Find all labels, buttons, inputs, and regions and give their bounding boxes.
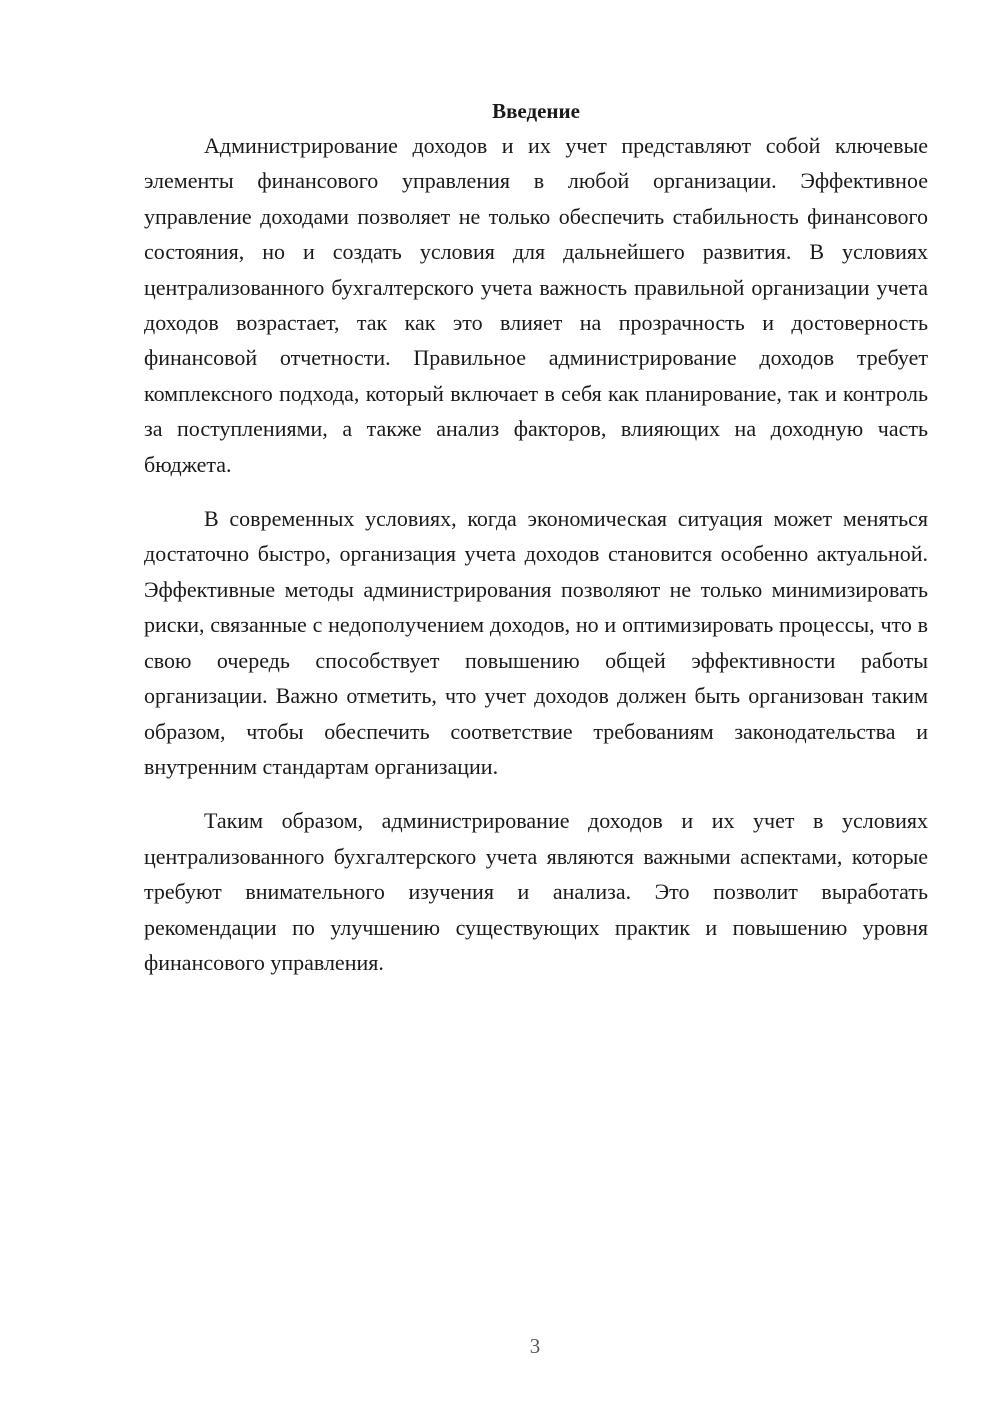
paragraph-1: Администрирование доходов и их учет представляют собой ключевые элементы финансового управления в любой организации. Эффективное управление доходами позволяет не только обеспечить стабильность финансового состояния, но и создать условия для дальнейшего развития. В условиях централизованного бухгалтерского учета важность правильной организации учета доходов возрастает, так как это влияет на прозрачность и достоверность финансовой отчетности. Правильное администрирование доходов требует комплексного подхода, который включает в себя как планирование, так и контроль за поступлениями, а также анализ факторов, влияющих на доходную часть бюджета.: [144, 133, 928, 477]
paragraph-3: Таким образом, администрирование доходов и их учет в условиях централизованного бухгалтерского учета являются важными аспектами, которые требуют внимательного изучения и анализа. Это позволит выработать рекомендации по улучшению существующих практик и повышению уровня финансового управления.: [144, 808, 928, 975]
section-title: Введение: [492, 99, 580, 123]
page-number: 3: [529, 1334, 541, 1358]
page-content: [144, 96, 928, 980]
paragraph-2: В современных условиях, когда экономическая ситуация может меняться достаточно быстро, организация учета доходов становится особенно актуальной. Эффективные методы администрирования позволяют не только минимизировать риски, связанные с недополучением доходов, но и оптимизировать процессы, что в свою очередь способствует повышению общей эффективности работы организации. Важно отметить, что учет доходов должен быть организован таким образом, чтобы обеспечить соответствие требованиям законодательства и внутренним стандартам организации.: [144, 506, 928, 779]
